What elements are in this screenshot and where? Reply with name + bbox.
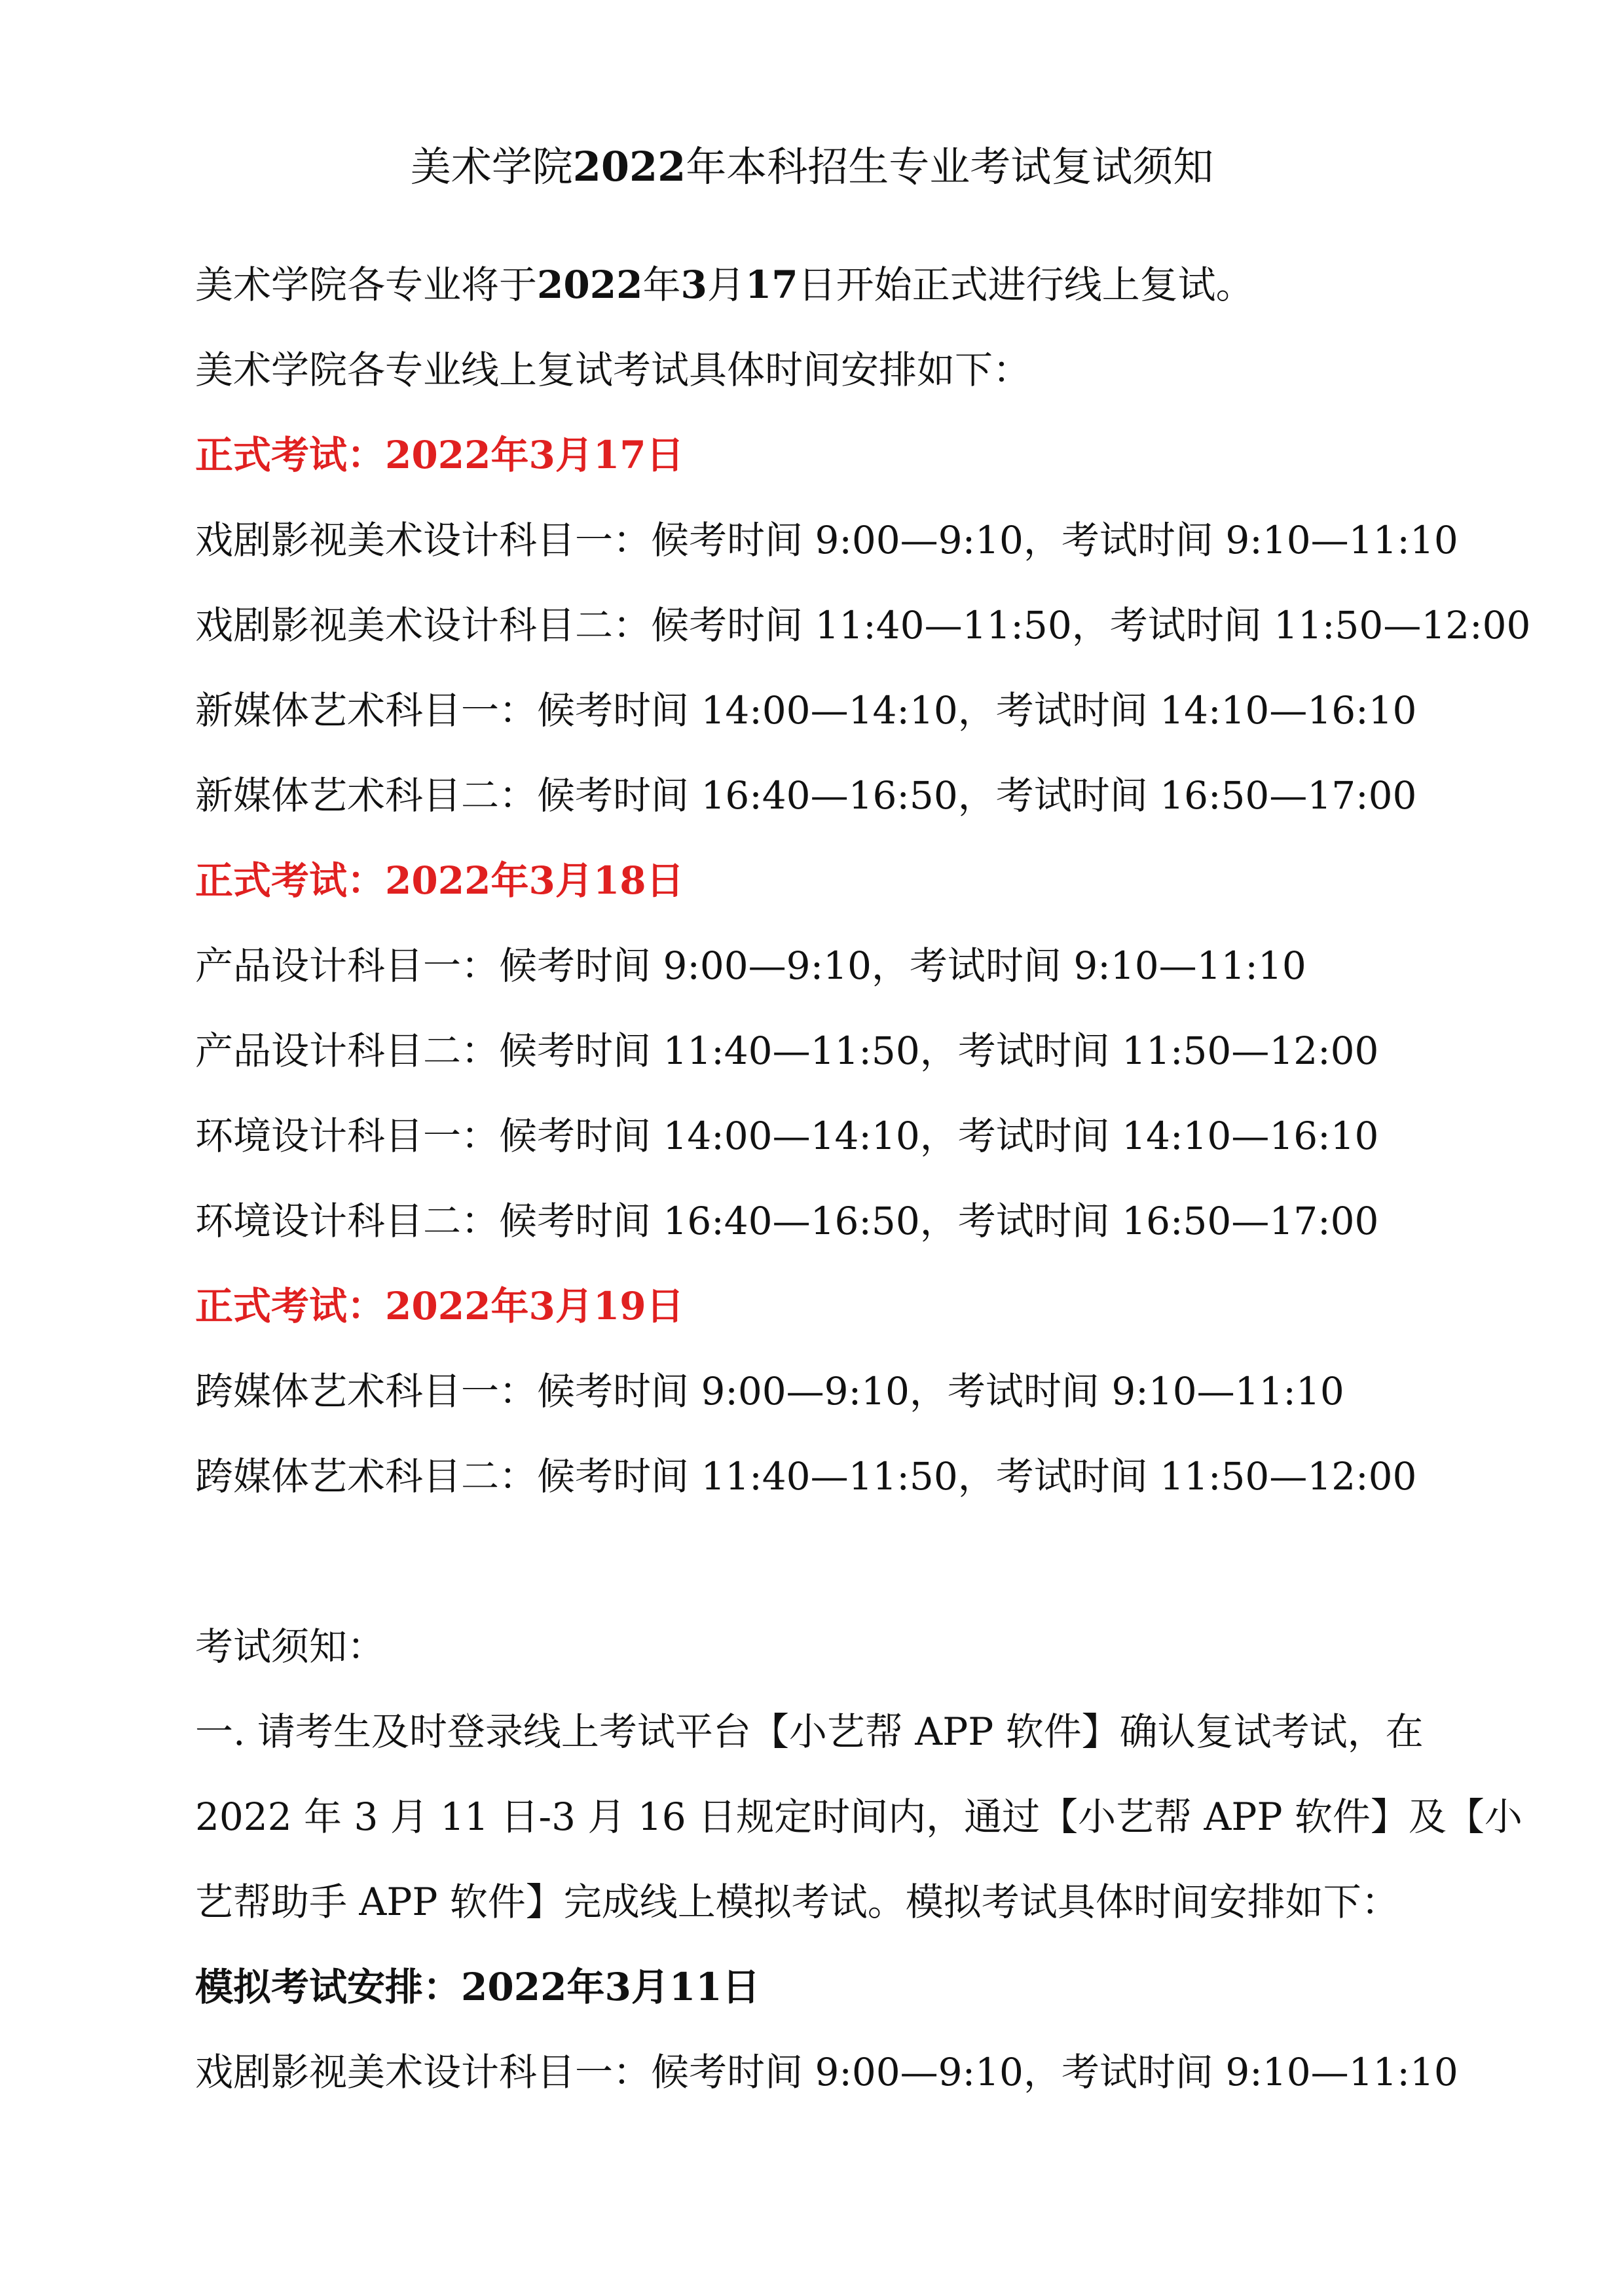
schedule-line: 产品设计科目二：候考时间 11:40—11:50，考试时间 11:50—12:00 xyxy=(195,1029,1379,1073)
schedule-line: 新媒体艺术科目一：候考时间 14:00—14:10，考试时间 14:10—16:10 xyxy=(195,688,1417,733)
notice-heading: 考试须知： xyxy=(195,1624,386,1669)
schedule-intro: 美术学院各专业线上复试考试具体时间安排如下： xyxy=(195,348,1031,392)
schedule-line: 戏剧影视美术设计科目一：候考时间 9:00—9:10，考试时间 9:10—11:10 xyxy=(195,518,1458,562)
schedule-line: 环境设计科目一：候考时间 14:00—14:10，考试时间 14:10—16:10 xyxy=(195,1114,1379,1158)
notice-paragraph-line: 2022 年 3 月 11 日-3 月 16 日规定时间内，通过【小艺帮 APP 软件】及【小 xyxy=(195,1795,1522,1839)
formal-exam-heading: 正式考试：2022年3月19日 xyxy=(195,1284,684,1328)
document-title xyxy=(0,134,1624,200)
schedule-line: 戏剧影视美术设计科目一：候考时间 9:00—9:10，考试时间 9:10—11:10 xyxy=(195,2050,1458,2094)
mock-exam-heading: 模拟考试安排：2022年3月11日 xyxy=(195,1965,760,2009)
formal-exam-heading: 正式考试：2022年3月17日 xyxy=(195,433,684,477)
notice-paragraph-line: 一. 请考生及时登录线上考试平台【小艺帮 APP 软件】确认复试考试，在 xyxy=(195,1709,1424,1754)
schedule-line: 戏剧影视美术设计科目二：候考时间 11:40—11:50，考试时间 11:50—12:00 xyxy=(195,603,1531,647)
title-suffix: 年本科招生专业考试复试须知 xyxy=(686,143,1214,191)
schedule-line: 新媒体艺术科目二：候考时间 16:40—16:50，考试时间 16:50—17:00 xyxy=(195,773,1417,818)
notice-paragraph-line: 艺帮助手 APP 软件】完成线上模拟考试。模拟考试具体时间安排如下： xyxy=(195,1880,1399,1924)
title-prefix: 美术学院 xyxy=(410,143,573,191)
title-year: 2022 xyxy=(572,143,686,191)
schedule-line: 环境设计科目二：候考时间 16:40—16:50，考试时间 16:50—17:00 xyxy=(195,1199,1379,1243)
schedule-line: 跨媒体艺术科目一：候考时间 9:00—9:10，考试时间 9:10—11:10 xyxy=(195,1369,1344,1413)
schedule-line: 跨媒体艺术科目二：候考时间 11:40—11:50，考试时间 11:50—12:00 xyxy=(195,1454,1417,1499)
schedule-line: 产品设计科目一：候考时间 9:00—9:10，考试时间 9:10—11:10 xyxy=(195,943,1306,988)
formal-exam-heading: 正式考试：2022年3月18日 xyxy=(195,858,684,903)
intro-paragraph: 美术学院各专业将于2022年3月17日开始正式进行线上复试。 xyxy=(195,263,1254,307)
